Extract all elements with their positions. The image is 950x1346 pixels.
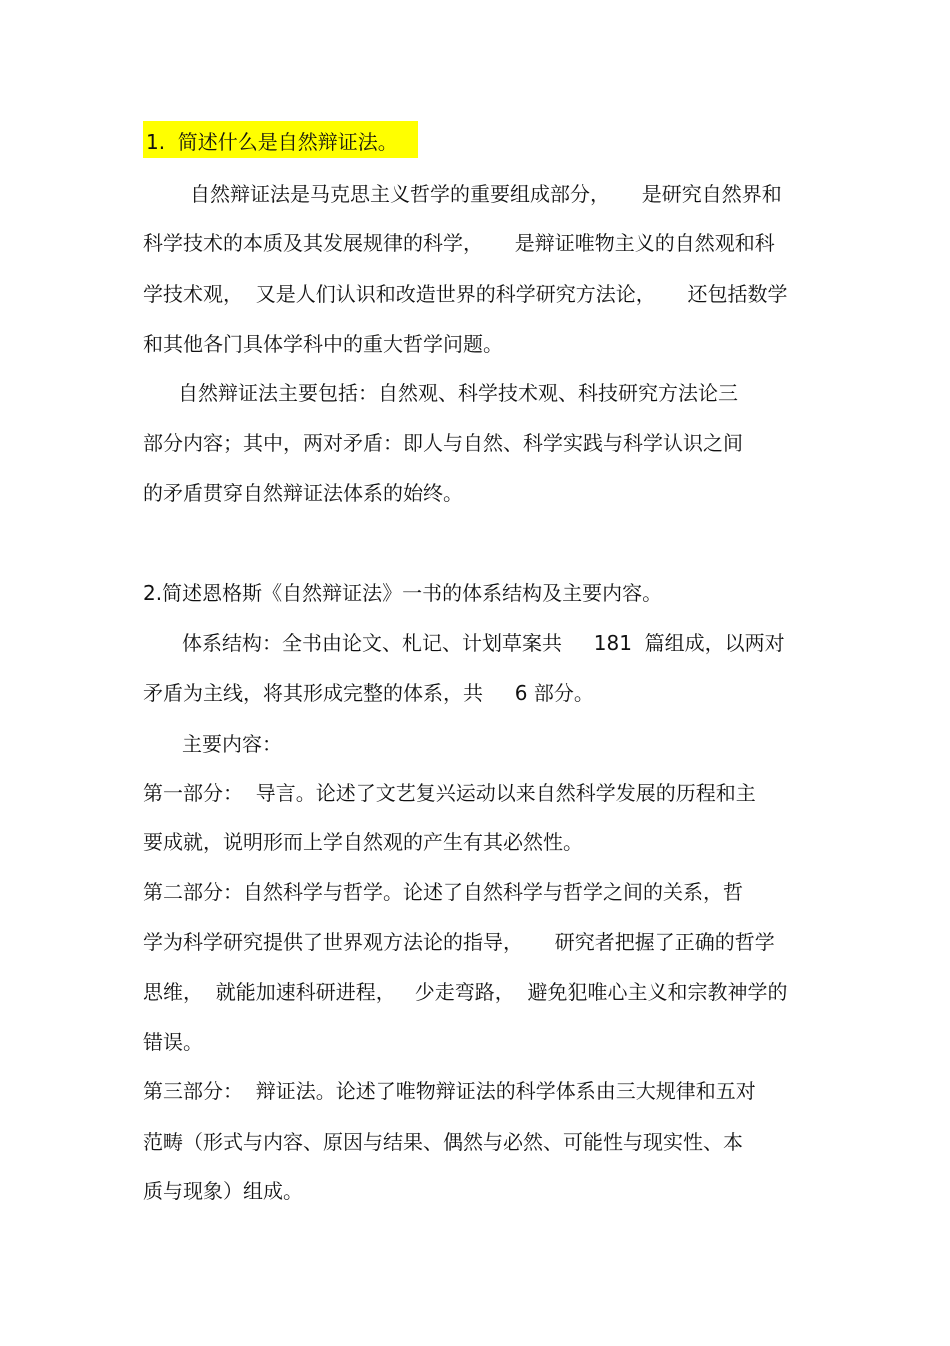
q2-part2-line4: 错误。: [143, 1030, 203, 1054]
q2-part3-line3: 质与现象）组成。: [143, 1179, 303, 1203]
q2-structure-line2: 矛盾为主线，将其形成完整的体系，共 6 部分。: [143, 681, 594, 705]
q2-part1-line1: 第一部分： 导言。论述了文艺复兴运动以来自然科学发展的历程和主: [143, 781, 756, 805]
q1-para1-line2: 科学技术的本质及其发展规律的科学， 是辩证唯物主义的自然观和科: [143, 231, 775, 255]
q2-part2-line1: 第二部分：自然科学与哲学。论述了自然科学与哲学之间的关系，哲: [143, 880, 743, 904]
q1-para2-line1: 自然辩证法主要包括：自然观、科学技术观、科技研究方法论三: [178, 381, 738, 405]
question-1-heading: 1. 简述什么是自然辩证法。: [146, 130, 398, 154]
question-2-heading: 2.简述恩格斯《自然辩证法》一书的体系结构及主要内容。: [143, 581, 663, 605]
q1-para2-line3: 的矛盾贯穿自然辩证法体系的始终。: [143, 481, 463, 505]
q2-main-content-label: 主要内容：: [182, 732, 282, 756]
q2-part1-line2: 要成就，说明形而上学自然观的产生有其必然性。: [143, 830, 583, 854]
q2-part2-line2: 学为科学研究提供了世界观方法论的指导， 研究者把握了正确的哲学: [143, 930, 775, 954]
q1-para1-line1: 自然辩证法是马克思主义哲学的重要组成部分， 是研究自然界和: [190, 182, 782, 206]
q2-part2-line3: 思维， 就能加速科研进程， 少走弯路， 避免犯唯心主义和宗教神学的: [143, 980, 788, 1004]
q1-para2-line2: 部分内容；其中，两对矛盾：即人与自然、科学实践与科学认识之间: [143, 431, 743, 455]
q1-para1-line4: 和其他各门具体学科中的重大哲学问题。: [143, 332, 503, 356]
q2-structure-line1: 体系结构：全书由论文、札记、计划草案共 181 篇组成，以两对: [182, 631, 785, 655]
q1-para1-line3: 学技术观， 又是人们认识和改造世界的科学研究方法论， 还包括数学: [143, 282, 788, 306]
q2-part3-line1: 第三部分： 辩证法。论述了唯物辩证法的科学体系由三大规律和五对: [143, 1079, 756, 1103]
q2-part3-line2: 范畴（形式与内容、原因与结果、偶然与必然、可能性与现实性、本: [143, 1130, 743, 1154]
